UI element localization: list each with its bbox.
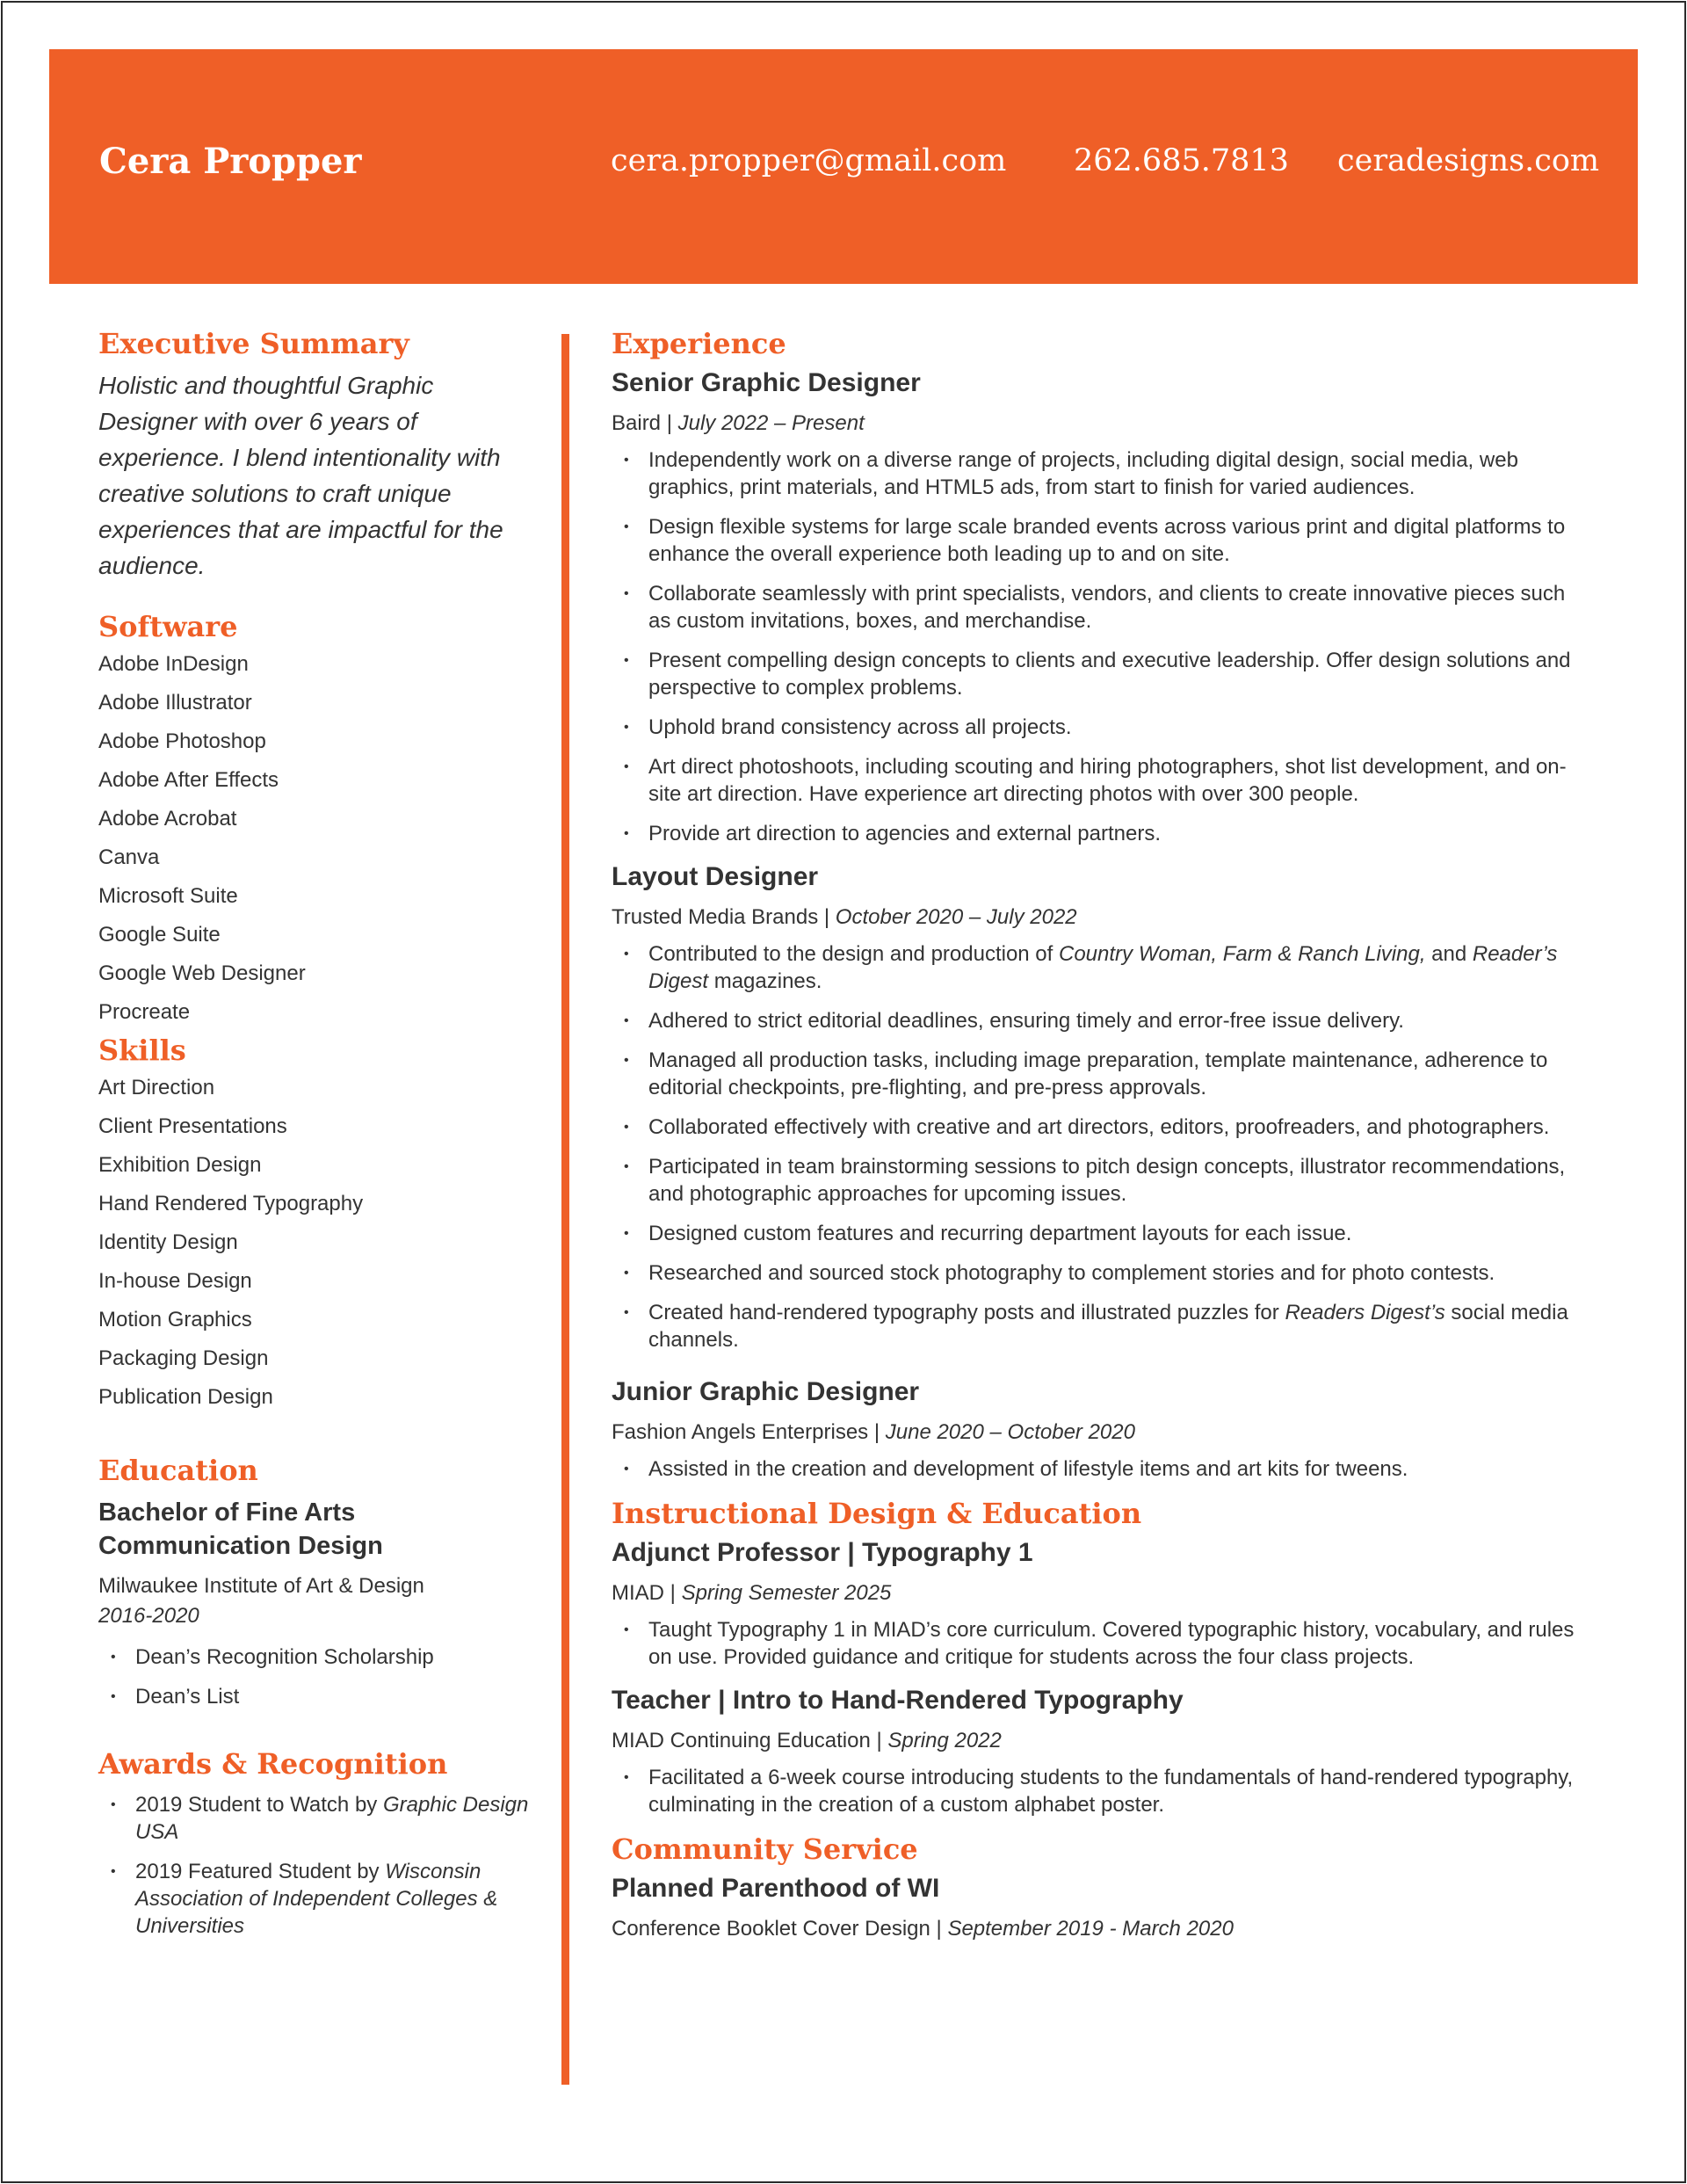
skills-section [98, 1032, 529, 1417]
experience-title: Experience [612, 327, 786, 360]
list-item [98, 1791, 529, 1846]
list-item: • Assisted in the creation and development of lifestyle items and art kits for tweens. [612, 1455, 1587, 1483]
job-entry [612, 860, 1587, 1353]
job-meta: MIAD Continuing Education | Spring 2022 [612, 1729, 1002, 1752]
list-item: Microsoft Suite [98, 884, 238, 908]
list-item: Adobe Photoshop [98, 729, 266, 753]
list-item: • Present compelling design concepts to clients and executive leadership. Offer design solutions and perspective to complex problems. [612, 647, 1587, 701]
school-name: Milwaukee Institute of Art & Design [98, 1574, 424, 1598]
list-item: • Designed custom features and recurring department layouts for each issue. [612, 1220, 1587, 1247]
company-name: Baird [612, 411, 662, 435]
summary-title: Executive Summary [98, 327, 409, 360]
experience-section [612, 325, 1587, 1483]
job-bullets [612, 446, 1587, 847]
list-item: • Provide art direction to agencies and external partners. [612, 820, 1587, 847]
list-item: • Dean’s Recognition Scholarship [98, 1643, 529, 1671]
degree-line-2: Communication Design [98, 1532, 383, 1560]
list-item: • Managed all production tasks, including image preparation, template maintenance, adherence to editorial checkpoints, pre-flighting, and pre-press approvals. [612, 1047, 1587, 1101]
awards-title: Awards & Recognition [98, 1747, 448, 1781]
list-item: Hand Rendered Typography [98, 1192, 364, 1215]
community-title: Community Service [612, 1832, 918, 1866]
website-link[interactable]: ceradesigns.com [1337, 143, 1600, 178]
list-item: Adobe InDesign [98, 652, 249, 676]
company-name: Trusted Media Brands [612, 905, 819, 929]
software-list [98, 645, 529, 1032]
community-section [612, 1831, 1587, 1943]
job-title: Junior Graphic Designer [612, 1377, 920, 1406]
job-bullets [612, 1616, 1587, 1671]
job-bullets [612, 940, 1587, 1353]
job-dates: October 2020 – July 2022 [835, 905, 1077, 929]
awards-list [98, 1791, 529, 1940]
job-entry [612, 366, 1587, 847]
list-item: • Independently work on a diverse range of projects, including digital design, social media, web graphics, print materials, and HTML5 ads, from start to finish for varied audiences. [612, 446, 1587, 501]
job-bullets [612, 1455, 1587, 1483]
list-item: • Adhered to strict editorial deadlines, ensuring timely and error-free issue delivery. [612, 1007, 1587, 1034]
list-item: • Dean’s List [98, 1683, 529, 1710]
award-text: 2019 Featured Student by [135, 1860, 386, 1883]
list-item: Procreate [98, 1000, 191, 1024]
list-item: • Participated in team brainstorming sessions to pitch design concepts, illustrator recommendations, and photographic approaches for upcoming issues. [612, 1153, 1587, 1208]
honors-list [98, 1643, 529, 1710]
list-item: Motion Graphics [98, 1308, 252, 1331]
software-section [98, 608, 529, 1032]
instructional-title: Instructional Design & Education [612, 1497, 1142, 1530]
list-item [98, 1858, 529, 1940]
column-divider [561, 334, 569, 2085]
job-title: Layout Designer [612, 862, 819, 891]
skills-list [98, 1069, 529, 1417]
list-item: • Collaborate seamlessly with print specialists, vendors, and clients to create innovative pieces such as custom invitations, boxes, and merchandise. [612, 580, 1587, 635]
list-item: Art Direction [98, 1076, 215, 1099]
job-entry [612, 1683, 1587, 1818]
list-item: • Taught Typography 1 in MIAD’s core curriculum. Covered typographic history, vocabulary, and rules on use. Provided guidance and critique for students across the four class projects. [612, 1616, 1587, 1671]
list-item: Canva [98, 845, 160, 869]
summary-text: Holistic and thoughtful Graphic Designer with over 6 years of experience. I blend intentionality with creative solutions to craft unique experiences that are impactful for the audience. [98, 372, 503, 579]
list-item: Adobe Illustrator [98, 691, 252, 715]
list-item: Identity Design [98, 1230, 238, 1254]
job-title: Teacher | Intro to Hand-Rendered Typography [612, 1686, 1184, 1715]
bullet-text: social media channels. [648, 1301, 1568, 1352]
candidate-name: Cera Propper [99, 141, 362, 182]
list-item: Google Web Designer [98, 961, 306, 985]
publication-name: Country Woman, Farm & Ranch Living, [1059, 942, 1426, 966]
right-column [612, 325, 1587, 1943]
instructional-section [612, 1495, 1587, 1818]
phone-number[interactable]: 262.685.7813 [1074, 143, 1289, 178]
list-item: Publication Design [98, 1385, 273, 1409]
job-bullets [612, 1764, 1587, 1818]
bullet-text: magazines. [708, 969, 822, 993]
list-item: • Collaborated effectively with creative and art directors, editors, proofreaders, and photographers. [612, 1114, 1587, 1141]
software-title: Software [98, 610, 238, 643]
company-name: Fashion Angels Enterprises [612, 1420, 869, 1444]
list-item: Packaging Design [98, 1346, 269, 1370]
education-section [98, 1452, 529, 1710]
list-item: • Art direct photoshoots, including scouting and hiring photographers, shot list development, and on-site art direction. Have experience art directing photos with over 300 people. [612, 753, 1587, 808]
list-item: • Uphold brand consistency across all projects. [612, 714, 1587, 741]
job-meta: Fashion Angels Enterprises | June 2020 – October 2020 [612, 1420, 1135, 1444]
job-dates: June 2020 – October 2020 [885, 1420, 1135, 1444]
bullet-text: Contributed to the design and production of [648, 942, 1059, 966]
award-source: Wisconsin Association of Independent Colleges & Universities [135, 1860, 498, 1938]
list-item: Adobe After Effects [98, 768, 279, 792]
job-meta: Conference Booklet Cover Design | September 2019 - March 2020 [612, 1917, 1234, 1941]
list-item: • Design flexible systems for large scale branded events across various print and digital platforms to enhance the overall experience both leading up to and on site. [612, 513, 1587, 568]
job-meta: MIAD | Spring Semester 2025 [612, 1581, 892, 1605]
job-title: Senior Graphic Designer [612, 368, 921, 397]
publication-name: Reader’s Digest [648, 942, 1558, 993]
organization-name: Planned Parenthood of WI [612, 1874, 940, 1903]
publication-name: Readers Digest’s [1285, 1301, 1445, 1324]
job-meta: Baird | July 2022 – Present [612, 411, 865, 435]
degree-line-1: Bachelor of Fine Arts [98, 1498, 356, 1527]
award-text: 2019 Student to Watch by [135, 1793, 383, 1817]
email-link[interactable]: cera.propper@gmail.com [611, 143, 1007, 178]
bullet-text: Created hand-rendered typography posts and illustrated puzzles for [648, 1301, 1285, 1324]
list-item: Adobe Acrobat [98, 807, 237, 831]
company-name: MIAD [612, 1581, 664, 1605]
job-entry [612, 1375, 1587, 1483]
job-dates: July 2022 – Present [677, 411, 865, 435]
list-item: Google Suite [98, 923, 221, 947]
award-source: Graphic Design USA [135, 1793, 529, 1844]
role-name: Conference Booklet Cover Design [612, 1917, 930, 1941]
awards-section [98, 1745, 529, 1940]
job-dates: Spring Semester 2025 [681, 1581, 892, 1605]
list-item [612, 1299, 1587, 1353]
job-dates: Spring 2022 [887, 1729, 1002, 1752]
bullet-text: and [1425, 942, 1473, 966]
skills-title: Skills [98, 1034, 186, 1067]
list-item [612, 940, 1587, 995]
job-dates: September 2019 - March 2020 [947, 1917, 1234, 1941]
left-column [98, 325, 529, 1940]
list-item: • Researched and sourced stock photography to complement stories and for photo contests. [612, 1259, 1587, 1287]
summary-section [98, 325, 529, 584]
company-name: MIAD Continuing Education [612, 1729, 871, 1752]
list-item: • Facilitated a 6-week course introducing students to the fundamentals of hand-rendered typography, culminating in the creation of a custom alphabet poster. [612, 1764, 1587, 1818]
resume-header [49, 49, 1638, 284]
job-title: Adjunct Professor | Typography 1 [612, 1538, 1033, 1567]
education-title: Education [98, 1454, 258, 1487]
list-item: Exhibition Design [98, 1153, 262, 1177]
job-meta: Trusted Media Brands | October 2020 – July 2022 [612, 905, 1077, 929]
job-entry [612, 1535, 1587, 1671]
education-years: 2016-2020 [98, 1604, 199, 1628]
list-item: Client Presentations [98, 1114, 287, 1138]
list-item: In-house Design [98, 1269, 252, 1293]
